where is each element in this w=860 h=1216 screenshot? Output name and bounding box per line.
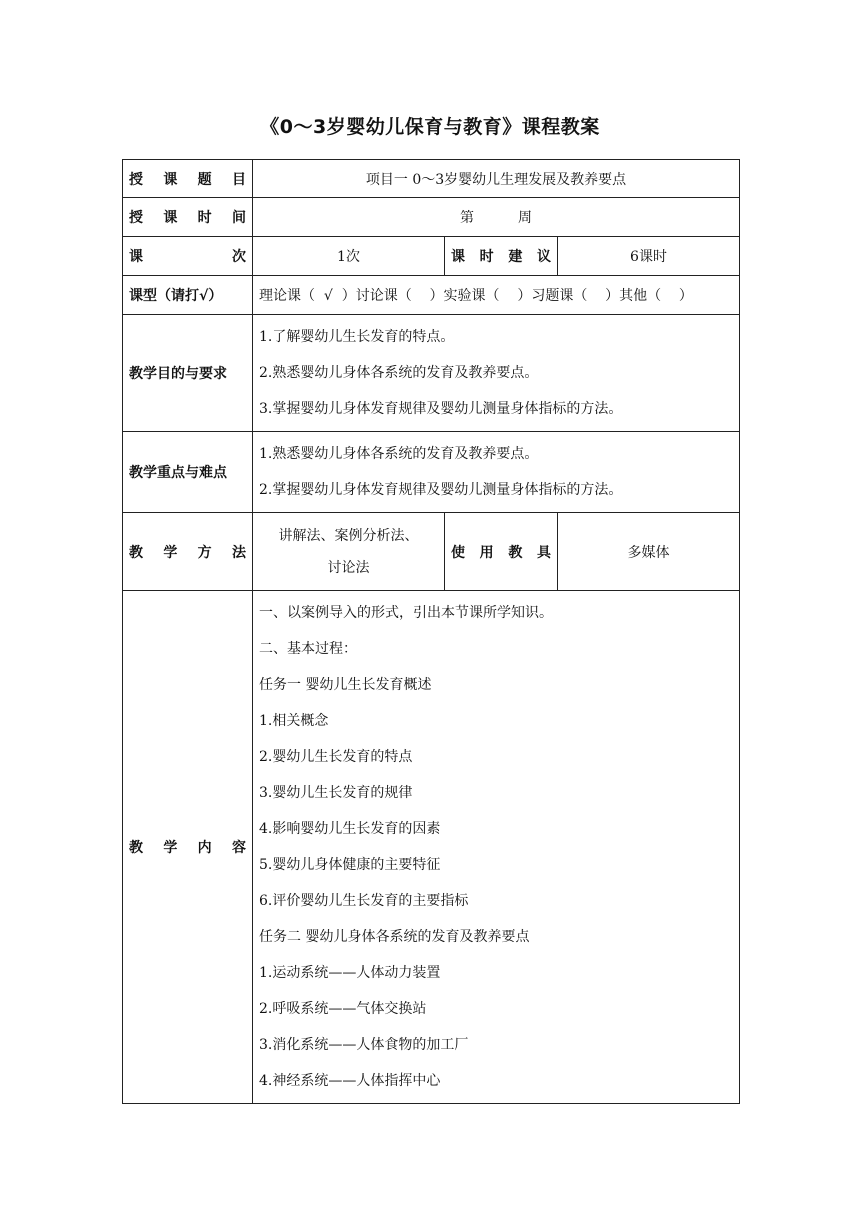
label-char: 题 <box>197 171 212 188</box>
label-tools <box>445 513 558 591</box>
label-topic-text <box>129 169 246 189</box>
content-item: 1.相关概念 <box>259 713 329 729</box>
label-char: 学 <box>163 544 178 561</box>
week-prefix: 第 <box>460 210 475 226</box>
value-hours: 6课时 <box>558 237 740 276</box>
content-item: 4.影响婴幼儿生长发育的因素 <box>259 821 441 837</box>
label-char: 时 <box>479 249 494 265</box>
content-list <box>259 591 733 1103</box>
content-item: 2.呼吸系统——气体交换站 <box>259 1001 427 1017</box>
row-objectives <box>123 315 740 432</box>
label-methods <box>123 513 253 591</box>
content-item: 4.神经系统——人体指挥中心 <box>259 1073 441 1089</box>
value-session: 1次 <box>253 237 445 276</box>
label-content <box>123 591 253 1104</box>
value-tools: 多媒体 <box>558 513 740 591</box>
label-key-points: 教学重点与难点 <box>123 432 253 513</box>
value-methods <box>253 513 445 591</box>
objective-item: 2.熟悉婴幼儿身体各系统的发育及教养要点。 <box>259 365 539 381</box>
page-title: 《0～3岁婴幼儿保育与教育》课程教案 <box>260 116 600 138</box>
label-objectives: 教学目的与要求 <box>123 315 253 432</box>
label-char: 具 <box>536 544 551 561</box>
methods-lines <box>259 520 438 584</box>
label-session-text <box>129 246 246 266</box>
label-char: 间 <box>231 210 246 226</box>
value-time <box>253 198 740 237</box>
content-item: 一、以案例导入的形式，引出本节课所学知识。 <box>259 605 553 621</box>
label-char: 内 <box>197 840 212 856</box>
label-char: 目 <box>231 171 246 188</box>
label-hours <box>445 237 558 276</box>
objective-item: 1.了解婴幼儿生长发育的特点。 <box>259 329 455 345</box>
label-char: 容 <box>231 840 246 856</box>
row-key-points <box>123 432 740 513</box>
label-char: 课 <box>129 249 143 265</box>
value-content <box>253 591 740 1104</box>
label-char: 课 <box>163 210 178 226</box>
content-item: 3.婴幼儿生长发育的规律 <box>259 785 413 801</box>
content-item: 二、基本过程： <box>259 641 357 657</box>
row-time <box>123 198 740 237</box>
row-methods <box>123 513 740 591</box>
objective-item: 3.掌握婴幼儿身体发育规律及婴幼儿测量身体指标的方法。 <box>259 401 623 417</box>
label-char: 用 <box>479 544 494 561</box>
label-char: 建 <box>508 249 523 265</box>
row-content <box>123 591 740 1104</box>
content-item: 2.婴幼儿生长发育的特点 <box>259 749 413 765</box>
method-line: 讲解法、案例分析法、 <box>278 527 419 544</box>
key-point-item: 2.掌握婴幼儿身体发育规律及婴幼儿测量身体指标的方法。 <box>259 482 623 498</box>
key-point-item: 1.熟悉婴幼儿身体各系统的发育及教养要点。 <box>259 446 539 462</box>
label-char: 授 <box>129 210 143 226</box>
value-key-points <box>253 432 740 513</box>
key-points-list <box>259 432 733 512</box>
label-char: 法 <box>231 544 246 561</box>
label-time <box>123 198 253 237</box>
label-char: 议 <box>536 249 551 265</box>
label-char: 授 <box>129 171 143 188</box>
label-char: 教 <box>508 544 523 561</box>
label-char: 课 <box>163 171 178 188</box>
week-suffix: 周 <box>518 210 533 226</box>
content-item: 任务二 婴幼儿身体各系统的发育及教养要点 <box>259 929 530 945</box>
label-char: 教 <box>129 544 143 561</box>
row-session <box>123 237 740 276</box>
label-char: 次 <box>232 249 246 265</box>
label-char: 方 <box>197 544 212 561</box>
label-session <box>123 237 253 276</box>
lesson-plan-table <box>122 159 740 1104</box>
value-objectives <box>253 315 740 432</box>
label-topic <box>123 160 253 198</box>
row-topic <box>123 160 740 198</box>
label-type: 课型（请打√） <box>123 276 253 315</box>
objectives-list <box>259 315 733 431</box>
label-content-text <box>129 837 246 857</box>
value-type: 理论课（ √ ）讨论课（ ）实验课（ ）习题课（ ）其他（ ） <box>253 276 740 315</box>
label-char: 时 <box>197 210 212 226</box>
value-topic: 项目一 0～3岁婴幼儿生理发展及教养要点 <box>253 160 740 198</box>
content-item: 1.运动系统——人体动力装置 <box>259 965 441 981</box>
label-time-text <box>129 207 246 227</box>
content-item: 3.消化系统——人体食物的加工厂 <box>259 1037 469 1053</box>
label-char: 教 <box>129 840 143 856</box>
content-item: 5.婴幼儿身体健康的主要特征 <box>259 857 441 873</box>
content-item: 6.评价婴幼儿生长发育的主要指标 <box>259 893 469 909</box>
label-tools-text <box>451 542 551 562</box>
label-char: 学 <box>163 840 178 856</box>
row-type <box>123 276 740 315</box>
label-hours-text <box>451 246 551 266</box>
label-methods-text <box>129 542 246 562</box>
label-char: 使 <box>451 544 465 561</box>
label-char: 课 <box>451 249 465 265</box>
content-item: 任务一 婴幼儿生长发育概述 <box>259 677 432 693</box>
method-line: 讨论法 <box>327 559 370 576</box>
